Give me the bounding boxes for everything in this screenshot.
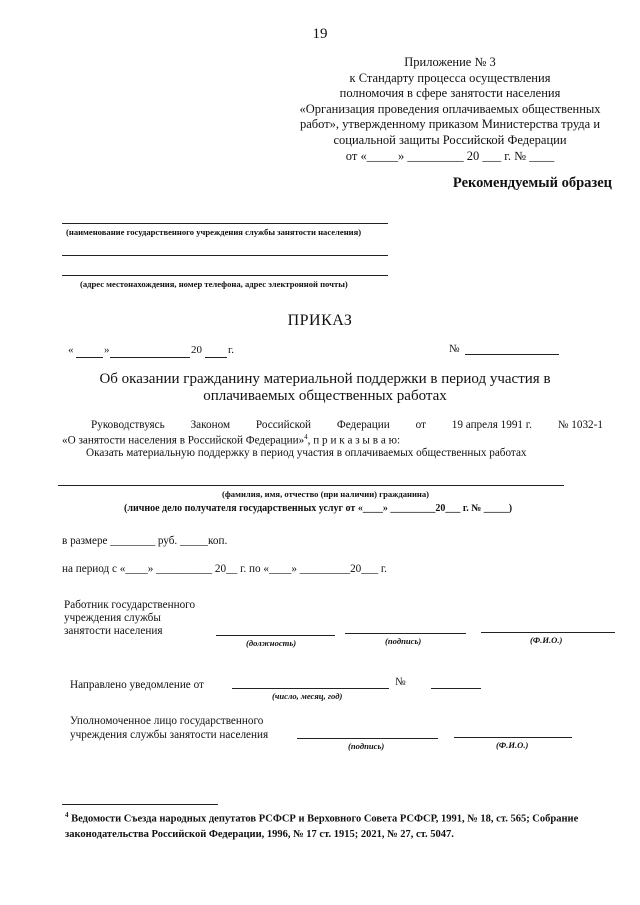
authorized-name-caption: (Ф.И.О.) [496,740,529,750]
footnote [65,808,590,842]
recommended-sample-label: Рекомендуемый образец [452,175,612,191]
order-month-line [110,357,190,358]
appendix-line: работ», утвержденному приказом Министерства труда и [299,117,601,132]
employee-name-line [481,632,615,633]
period-text: на период с «____» __________ 20__ г. по «____» _________20___ г. [62,563,387,575]
order-day-line [76,357,103,358]
address-line [62,275,388,276]
institution-line-2 [62,255,388,256]
employee-label-line: учреждения службы [64,612,161,624]
notification-date-line [232,688,389,689]
employee-signature-line [345,633,466,634]
law-name: «О занятости населения в Российской Федерации» [62,434,305,447]
footnote-reference: 4 [304,433,308,441]
appendix-line: социальной защиты Российской Федерации [333,132,567,147]
employee-position-line [216,635,335,636]
institution-caption: (наименование государственного учреждения службы занятости населения) [66,227,362,237]
order-date-close-quote: » [104,344,110,356]
preamble-line-3: Оказать материальную поддержку в период участия в оплачиваемых общественных работах [86,447,527,459]
appendix-header [250,55,640,164]
institution-line [62,223,388,224]
address-caption: (адрес местонахождения, номер телефона, адрес электронной почты) [80,279,348,289]
order-clause: , п р и к а з ы в а ю: [307,434,401,447]
preamble-word: Законом [190,419,231,431]
authorized-name-line [454,737,572,738]
order-year-suffix: г. [228,344,235,356]
authorized-label-line: учреждения службы занятости населения [70,729,269,741]
order-year-line [205,357,227,358]
employee-label [64,599,195,638]
preamble-word: Российской [255,419,312,431]
employee-name-caption: (Ф.И.О.) [530,635,563,645]
footnote-mark: 4 [65,811,69,819]
appendix-line: от «_____» _________ 20 ___ г. № ____ [345,148,555,163]
preamble-word: 19 апреля 1991 г. [451,419,532,431]
footnote-text: Ведомости Съезда народных депутатов РСФСР и Верховного Совета РСФСР, 1991, № 18, ст. 565; Собрание законодательства Российской Федерации, 1996, № 17 ст. 1915; 2021, № 27, ст. 5047. [65,813,579,840]
preamble-line-1 [91,419,603,431]
order-number-label: № [449,343,460,355]
preamble-word: № 1032-1 [557,419,603,431]
notification-number-label: № [395,676,406,688]
order-number-line [465,354,559,355]
notification-number-line [431,688,481,689]
notification-label: Направлено уведомление от [70,679,204,691]
order-heading: Об оказании гражданину материальной поддержки в период участия в оплачиваемых общественных работах [99,371,551,404]
authorized-signature-line [297,738,438,739]
order-year-prefix: 20 [191,344,202,356]
preamble-word: от [415,419,426,431]
employee-label-line: Работник государственного [64,599,196,611]
footnote-separator [62,804,218,805]
fio-line [58,485,564,486]
appendix-line: Приложение № 3 [404,55,496,69]
appendix-line: «Организация проведения оплачиваемых общественных [299,101,601,116]
fio-caption: (фамилия, имя, отчество (при наличии) гражданина) [222,489,430,499]
amount-text: в размере ________ руб. _____коп. [62,535,228,547]
employee-position-caption: (должность) [246,638,297,648]
notification-date-caption: (число, месяц, год) [272,691,343,701]
order-date-open-quote: « [68,344,74,356]
order-title: ПРИКАЗ [287,312,353,329]
appendix-line: полномочия в сфере занятости населения [339,86,561,101]
appendix-line: к Стандарту процесса осуществления [349,70,551,85]
preamble-line-2 [62,433,400,447]
employee-signature-caption: (подпись) [385,636,422,646]
page-number: 19 [312,26,328,42]
preamble-word: Руководствуясь [91,419,165,431]
authorized-label [70,714,268,742]
authorized-label-line: Уполномоченное лицо государственного [70,715,264,727]
preamble-word: Федерации [336,419,390,431]
employee-label-line: занятости населения [64,625,163,637]
personal-file-text: (личное дело получателя государственных услуг от «____» _________20___ г. № _____) [124,503,513,514]
authorized-signature-caption: (подпись) [348,741,385,751]
